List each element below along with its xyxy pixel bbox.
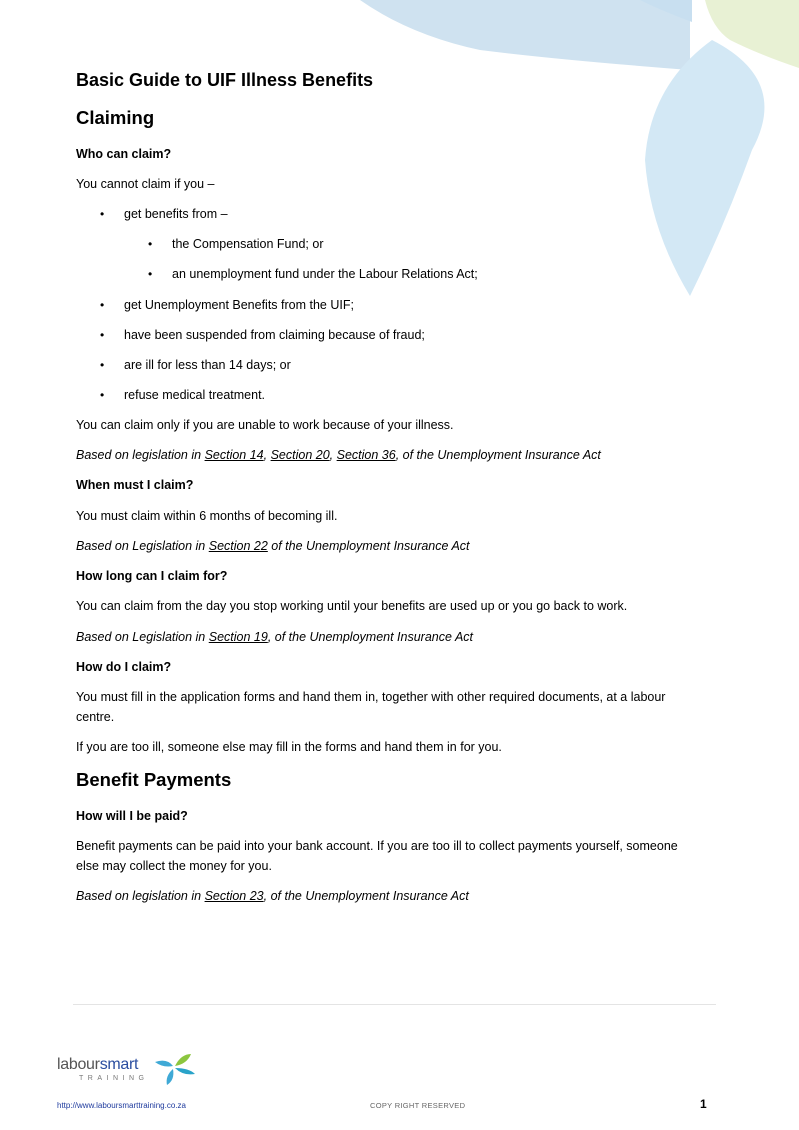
bullet-dot: • [148,267,153,281]
logo-word-smart: smart [99,1056,139,1073]
section-36-link[interactable]: Section 36 [336,448,396,462]
reference-prefix: Based on legislation in [76,889,205,903]
bullet-dot: • [100,207,105,221]
bullet-dot: • [100,358,105,372]
question-how-long: How long can I claim for? [76,569,228,583]
paragraph-can-claim: You can claim only if you are unable to work because of your illness. [76,418,454,432]
question-who-can-claim: Who can claim? [76,147,172,161]
page-number: 1 [700,1097,707,1111]
list-item: get benefits from – [124,207,228,221]
section-20-link[interactable]: Section 20 [270,448,330,462]
list-item: get Unemployment Benefits from the UIF; [124,298,354,312]
logo-leaf-icon [151,1052,197,1086]
copyright-notice: COPY RIGHT RESERVED [370,1101,466,1110]
section-heading-benefit-payments: Benefit Payments [76,769,232,790]
paragraph-application-forms: You must fill in the application forms and hand them in, together with other required documents, at a labour centre. [76,690,666,724]
logo-word-labour: labour [57,1056,100,1073]
bullet-dot: • [100,328,105,342]
reference-suffix: , of the Unemployment Insurance Act [267,630,474,644]
legislation-reference [76,538,470,554]
reference-prefix: Based on Legislation in [76,539,209,553]
legislation-reference [76,888,469,904]
section-22-link[interactable]: Section 22 [208,539,268,553]
paragraph-benefit-payments: Benefit payments can be paid into your bank account. If you are too ill to collect payments yourself, someone else may collect the money for you. [76,839,678,873]
reference-suffix: , of the Unemployment Insurance Act [395,448,601,462]
question-how-paid: How will I be paid? [76,809,188,823]
paragraph-someone-else: If you are too ill, someone else may fill in the forms and hand them in for you. [76,740,502,754]
paragraph-cannot-claim: You cannot claim if you – [76,177,215,191]
bullet-dot: • [100,298,105,312]
section-heading-claiming: Claiming [76,107,155,128]
laboursmart-logo [57,1052,207,1088]
list-item: refuse medical treatment. [124,388,266,402]
section-14-link[interactable]: Section 14 [204,448,264,462]
paragraph-claim-duration: You can claim from the day you stop working until your benefits are used up or you go back to work. [76,599,628,613]
legislation-reference [76,629,473,645]
paragraph-claim-within: You must claim within 6 months of becoming ill. [76,509,338,523]
section-19-link[interactable]: Section 19 [208,630,268,644]
footer-divider [73,1004,716,1005]
bullet-dot: • [148,237,153,251]
legislation-reference [76,447,601,463]
question-how-claim: How do I claim? [76,660,172,674]
question-when-claim: When must I claim? [76,478,194,492]
website-link[interactable]: http://www.laboursmarttraining.co.za [57,1101,186,1110]
separator: , [329,448,337,462]
sub-list-item: the Compensation Fund; or [172,237,324,251]
reference-prefix: Based on legislation in [76,448,205,462]
sub-list-item: an unemployment fund under the Labour Relations Act; [172,267,478,281]
list-item: are ill for less than 14 days; or [124,358,291,372]
document-title: Basic Guide to UIF Illness Benefits [76,70,374,90]
bullet-dot: • [100,388,105,402]
separator: , [263,448,271,462]
section-23-link[interactable]: Section 23 [204,889,264,903]
logo-subtitle: TRAINING [79,1075,149,1082]
reference-suffix: , of the Unemployment Insurance Act [263,889,469,903]
logo-wordmark [57,1056,138,1074]
reference-suffix: of the Unemployment Insurance Act [267,539,470,553]
list-item: have been suspended from claiming because of fraud; [124,328,425,342]
reference-prefix: Based on Legislation in [76,630,209,644]
